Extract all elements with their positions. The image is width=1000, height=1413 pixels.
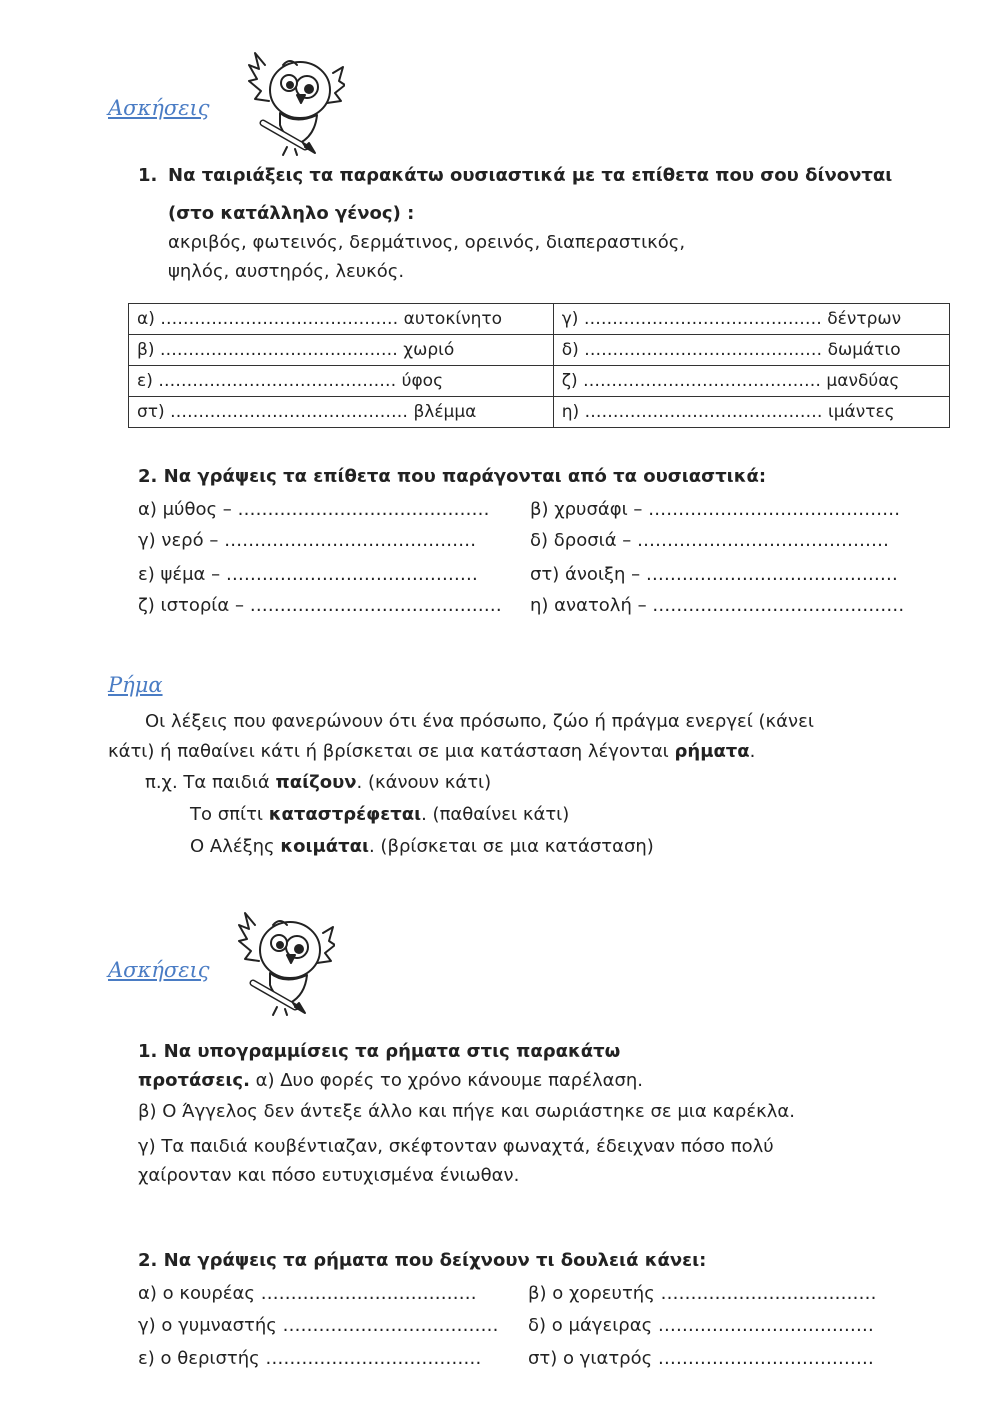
ex2-item[interactable]: δ) δροσιά – …………………………………… <box>530 530 890 551</box>
s2-ex1-sentence-a: προτάσεις. α) Δυο φορές το χρόνο κάνουμε παρέλαση. <box>138 1070 643 1091</box>
verb-example-c: Ο Αλέξης κοιμάται. (βρίσκεται σε μια κατάσταση) <box>190 836 654 857</box>
ex2-item[interactable]: γ) νερό – …………………………………… <box>138 530 477 551</box>
s2-ex2-item[interactable]: β) ο χορευτής ……………………………… <box>528 1283 877 1304</box>
table-cell[interactable]: α) …………………………………… αυτοκίνητο <box>129 304 554 335</box>
table-cell[interactable]: β) …………………………………… χωριό <box>129 335 554 366</box>
ex1-number: 1. <box>138 165 158 186</box>
table-cell[interactable]: η) …………………………………… ιμάντες <box>553 397 949 428</box>
s2-ex2-item[interactable]: δ) ο μάγειρας ……………………………… <box>528 1315 874 1336</box>
table-row <box>129 335 950 366</box>
s2-ex2-item[interactable]: α) ο κουρέας ……………………………… <box>138 1283 477 1304</box>
matching-table <box>128 303 950 428</box>
s2-ex1-sentence-b: β) Ο Άγγελος δεν άντεξε άλλο και πήγε και σωριάστηκε σε μια καρέκλα. <box>138 1101 795 1122</box>
s2-ex1-sentence-c1: γ) Τα παιδιά κουβέντιαζαν, σκέφτονταν φωναχτά, έδειχναν πόσο πολύ <box>138 1136 774 1157</box>
table-row <box>129 366 950 397</box>
s2-ex1-sentence-c2: χαίρονταν και πόσο ευτυχισμένα ένιωθαν. <box>138 1165 520 1186</box>
ex2-item[interactable]: η) ανατολή – …………………………………… <box>530 595 905 616</box>
s2-ex1-title-line1: 1. Να υπογραμμίσεις τα ρήματα στις παρακάτω <box>138 1041 621 1062</box>
ex2-item[interactable]: ζ) ιστορία – …………………………………… <box>138 595 502 616</box>
ex1-words-line2: ψηλός, αυστηρός, λευκός. <box>168 261 405 282</box>
verb-example-a: π.χ. Τα παιδιά παίζουν. (κάνουν κάτι) <box>145 772 492 793</box>
section-heading-exercises-1: Ασκήσεις <box>108 96 210 120</box>
ex1-title-line1: Να ταιριάξεις τα παρακάτω ουσιαστικά με τα επίθετα που σου δίνονται <box>168 165 893 186</box>
section-heading-verb: Ρήμα <box>108 673 163 697</box>
verb-definition-line1: Οι λέξεις που φανερώνουν ότι ένα πρόσωπο, ζώο ή πράγμα ενεργεί (κάνει <box>145 711 814 732</box>
section-heading-exercises-2: Ασκήσεις <box>108 958 210 982</box>
verb-example-b: Το σπίτι καταστρέφεται. (παθαίνει κάτι) <box>190 804 570 825</box>
s2-ex2-item[interactable]: γ) ο γυμναστής ……………………………… <box>138 1315 499 1336</box>
s2-ex2-title: 2. Να γράψεις τα ρήματα που δείχνουν τι δουλειά κάνει: <box>138 1250 707 1271</box>
table-cell[interactable]: ε) …………………………………… ύφος <box>129 366 554 397</box>
ex2-item[interactable]: α) μύθος – …………………………………… <box>138 499 490 520</box>
s2-ex2-item[interactable]: ε) ο θεριστής ……………………………… <box>138 1348 482 1369</box>
table-cell[interactable]: ζ) …………………………………… μανδύας <box>553 366 949 397</box>
s2-ex2-item[interactable]: στ) ο γιατρός ……………………………… <box>528 1348 874 1369</box>
ex1-words-line1: ακριβός, φωτεινός, δερμάτινος, ορεινός, διαπεραστικός, <box>168 232 686 253</box>
table-cell[interactable]: δ) …………………………………… δωμάτιο <box>553 335 949 366</box>
table-cell[interactable]: στ) …………………………………… βλέμμα <box>129 397 554 428</box>
owl-mascot-icon <box>235 905 335 1017</box>
ex2-item[interactable]: στ) άνοιξη – …………………………………… <box>530 564 898 585</box>
ex2-item[interactable]: β) χρυσάφι – …………………………………… <box>530 499 901 520</box>
table-row <box>129 304 950 335</box>
table-row <box>129 397 950 428</box>
table-cell[interactable]: γ) …………………………………… δέντρων <box>553 304 949 335</box>
owl-mascot-icon <box>245 45 345 157</box>
ex1-title-line2: (στο κατάλληλο γένος) : <box>168 203 415 224</box>
ex2-title: 2. Να γράψεις τα επίθετα που παράγονται από τα ουσιαστικά: <box>138 466 767 487</box>
verb-definition-line2: κάτι) ή παθαίνει κάτι ή βρίσκεται σε μια κατάσταση λέγονται ρήματα. <box>108 741 756 762</box>
ex2-item[interactable]: ε) ψέμα – …………………………………… <box>138 564 478 585</box>
